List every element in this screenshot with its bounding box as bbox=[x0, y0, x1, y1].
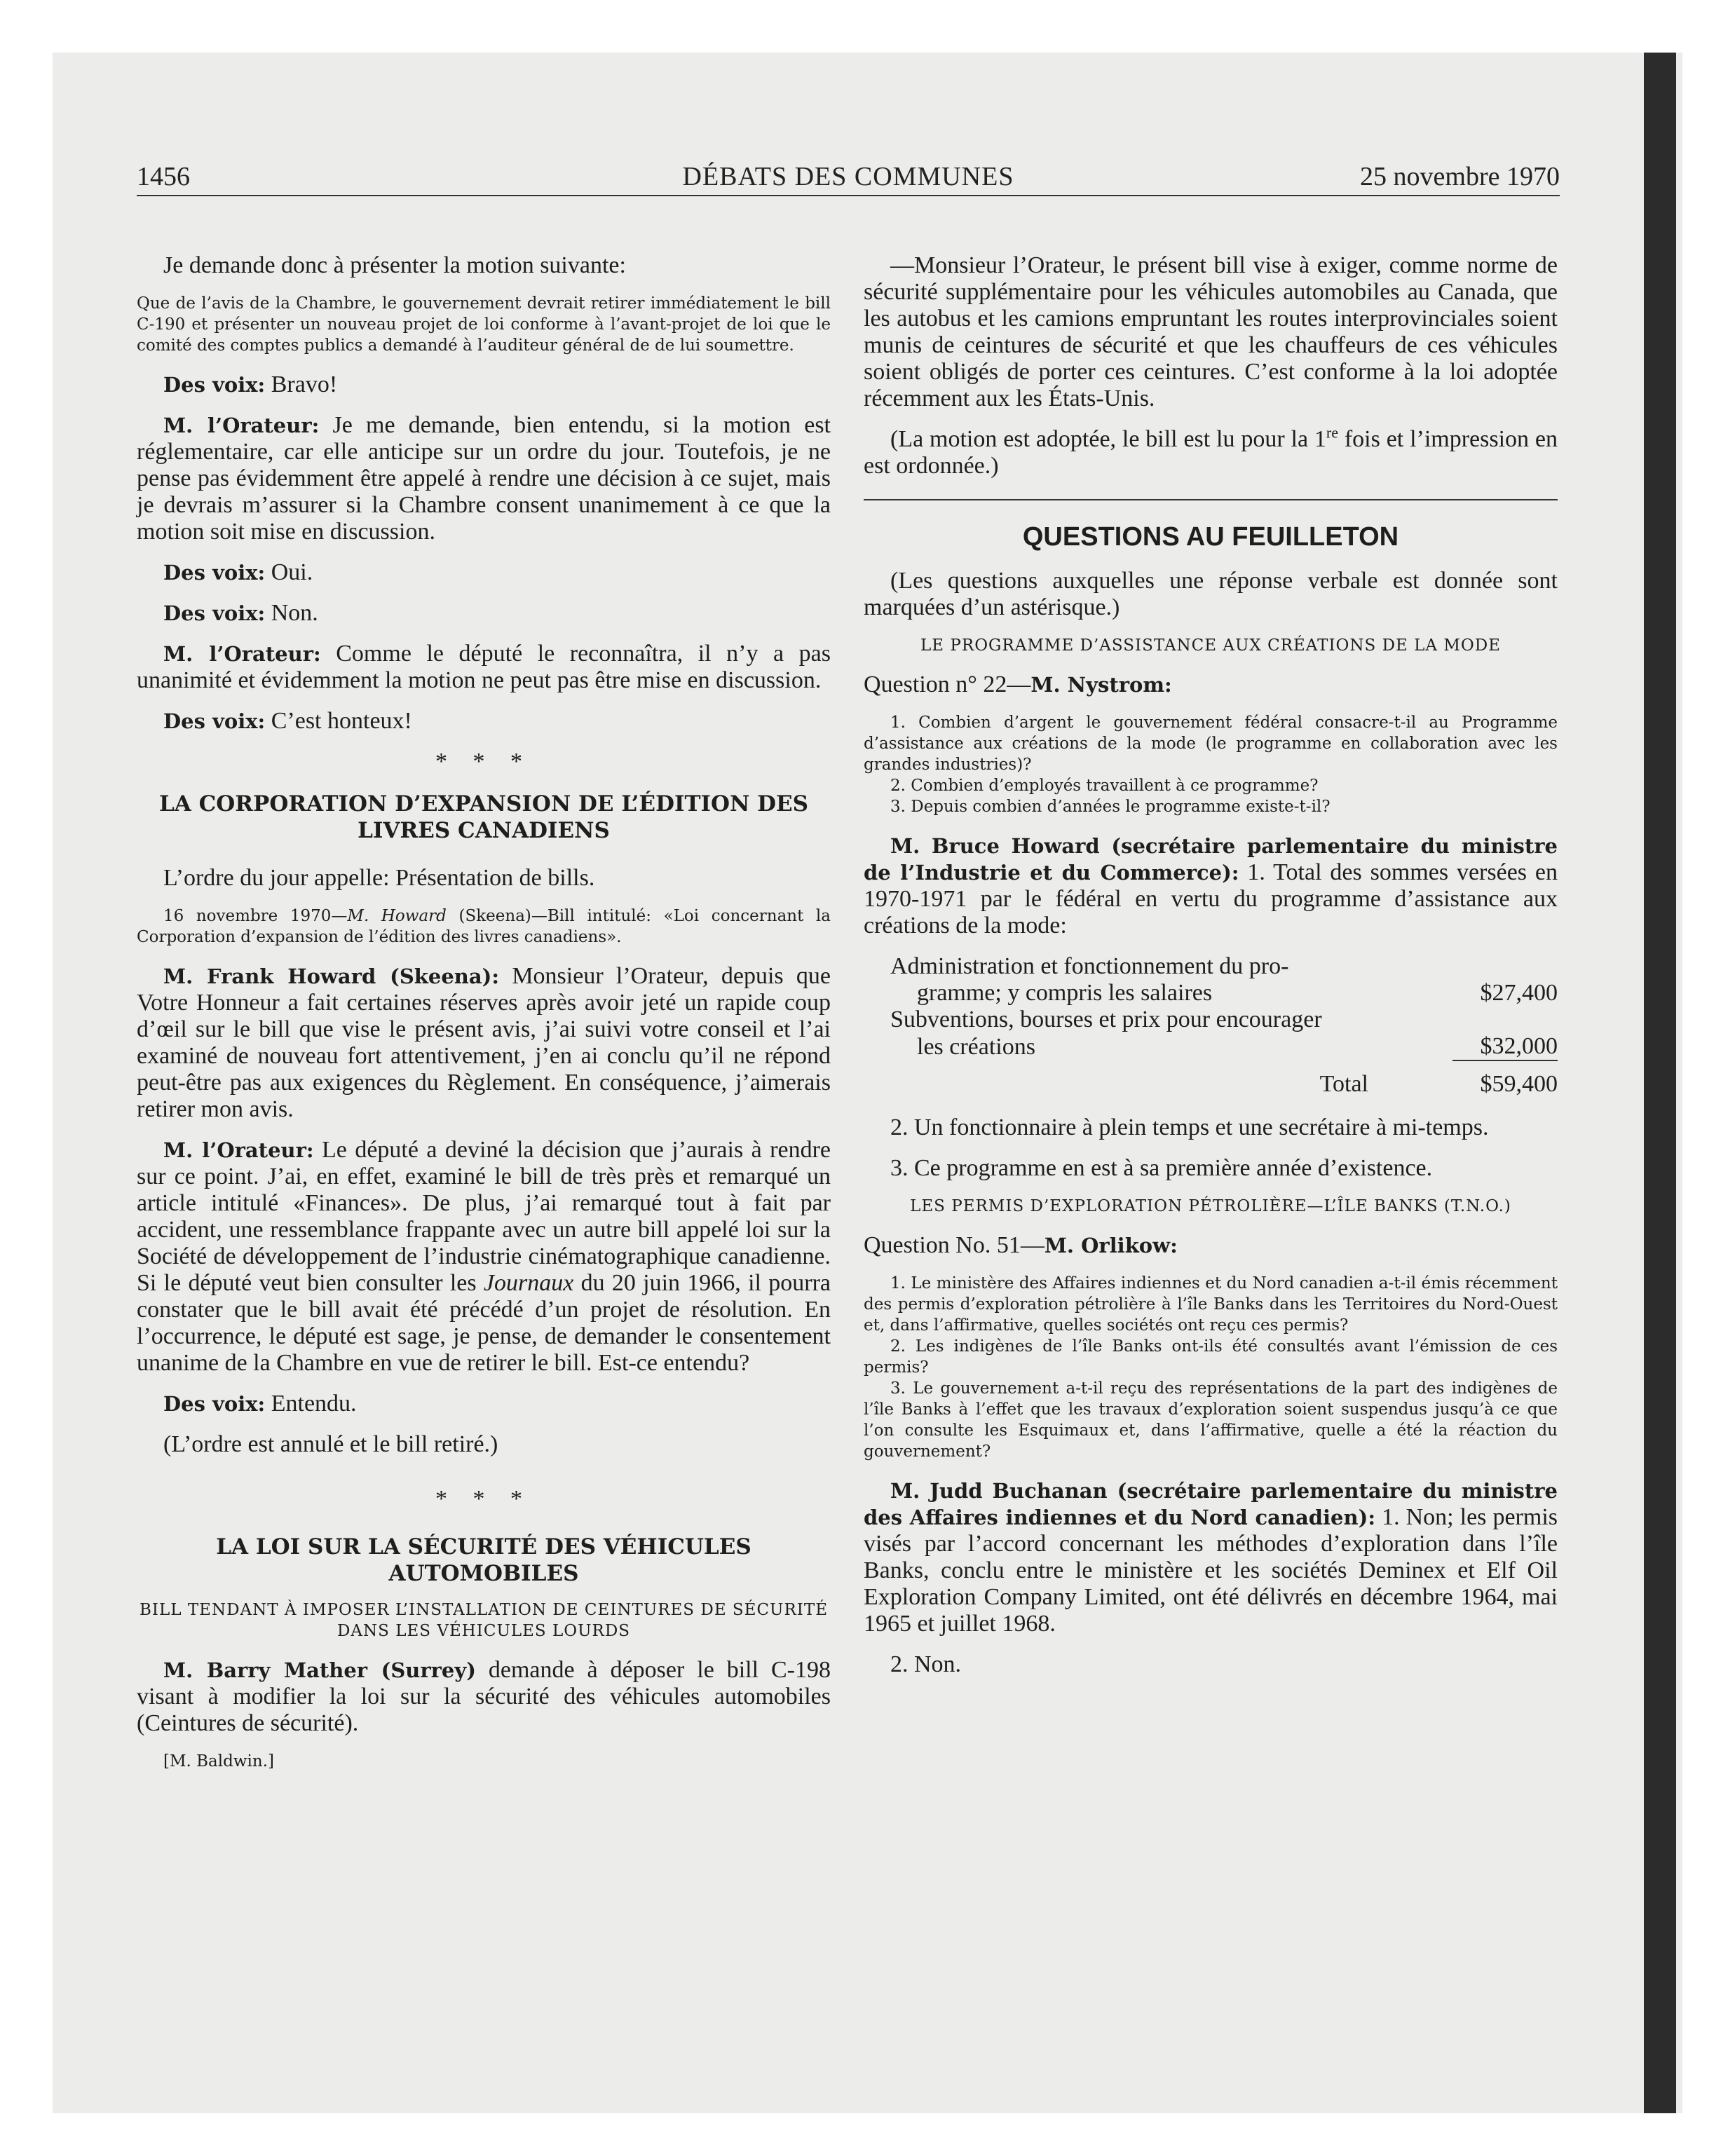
section-heading: LA CORPORATION D’EXPANSION DE L’ÉDITION DES LIVRES CANADIENS bbox=[158, 791, 809, 843]
paragraph bbox=[137, 963, 831, 1123]
speaker-name: Des voix: bbox=[163, 373, 266, 397]
table-row bbox=[864, 1033, 1558, 1060]
paragraph bbox=[864, 1478, 1558, 1637]
speaker-name: M. Orlikow: bbox=[1044, 1234, 1178, 1257]
paragraph bbox=[137, 412, 831, 545]
speech-text: Je me demande, bien entendu, si la motion est réglementaire, car elle anticipe sur un ordre du jour. Toutefois, je ne pense pas évidemment être appelé à rendre une décision à ce sujet, mais je devrais m’assurer si la Chambre consent unanimement à ce que la motion soit mise en discussion. bbox=[137, 412, 831, 545]
paragraph: Je demande donc à présenter la motion suivante: bbox=[163, 252, 626, 278]
table-cell: les créations bbox=[917, 1034, 1035, 1060]
paragraph: 2. Non. bbox=[890, 1651, 962, 1677]
page-header bbox=[137, 161, 1560, 196]
speech-italic: Journaux bbox=[483, 1270, 574, 1296]
table-cell: gramme; y compris les salaires bbox=[917, 980, 1213, 1006]
paragraph bbox=[137, 1137, 831, 1377]
speech-text: Entendu. bbox=[265, 1391, 357, 1417]
speech-text: du 20 juin 1966, il pourra constater que le bill avait été précédé d’un projet de résolution. En l’occurrence, le député est sage, je pense, de demander le consentement unanime de la Chambre en vue de retirer le bill. Est-ce entendu? bbox=[137, 1270, 831, 1376]
speaker-name: Des voix: bbox=[163, 1392, 266, 1416]
notice-text bbox=[137, 906, 831, 948]
table-amount: $32,000 bbox=[1480, 1033, 1558, 1059]
paragraph: (L’ordre est annulé et le bill retiré.) bbox=[163, 1431, 498, 1457]
speaker-name: Des voix: bbox=[163, 561, 266, 585]
speaker-name: M. Nystrom: bbox=[1030, 673, 1172, 697]
question-heading bbox=[864, 671, 1558, 698]
speech-text: Monsieur l’Orateur, depuis que Votre Honneur a fait certaines réserves après avoir jeté un rapide coup d’œil sur le bill que vise le présent avis, j’ai suivi votre conseil et l’ai examiné de nouveau fort attentivement, j’en ai conclu qu’il ne répond peut-être pas aux exigences du Règlement. En conséquence, j’aimerais retirer mon avis. bbox=[137, 963, 831, 1122]
speech-text: 1. Total des sommes versées en 1970-1971 par le fédéral en vertu du programme d’assistance aux créations de la mode: bbox=[864, 859, 1558, 939]
speaker-name: Des voix: bbox=[163, 601, 266, 625]
speech-text: 1. Non; les permis visés par l’accord concernant les méthodes d’exploration dans l’île Banks, conclu entre le ministère et les sociétés Deminex et Elf Oil Exploration Company Limited, ont été délivrés en décembre 1964, mai 1965 et juillet 1968. bbox=[864, 1504, 1558, 1637]
page-number: 1456 bbox=[137, 162, 190, 191]
paragraph bbox=[864, 423, 1558, 479]
paragraph bbox=[137, 1657, 831, 1737]
speaker-name: Des voix: bbox=[163, 709, 266, 733]
scan-edge-bar bbox=[1644, 53, 1676, 2113]
speech-text: Le député a deviné la décision que j’aurais à rendre sur ce point. J’ai, en effet, examiné le bill de très près et remarqué un article intitulé «Finances». De plus, j’ai remarqué tout à fait par accident, une ressemblance frappante avec un autre bill appelé loi sur la Société de développement de l’industrie cinématographique canadienne. Si le député veut bien consulter les bbox=[137, 1137, 831, 1296]
divider bbox=[864, 499, 1558, 500]
paragraph bbox=[137, 600, 831, 627]
paragraph-text: (La motion est adoptée, le bill est lu pour la 1 bbox=[890, 426, 1326, 452]
paragraph: L’ordre du jour appelle: Présentation de bills. bbox=[163, 865, 595, 891]
right-column bbox=[864, 252, 1558, 1692]
section-heading: QUESTIONS AU FEUILLETON bbox=[1022, 522, 1399, 552]
superscript: re bbox=[1326, 423, 1338, 442]
table-total-label: Total bbox=[1319, 1071, 1368, 1097]
paragraph bbox=[137, 641, 831, 694]
continuation-note: [M. Baldwin.] bbox=[163, 1752, 274, 1770]
question-item: 3. Le gouvernement a-t-il reçu des représentations de la part des indigènes de l’île Banks à l’effet que les travaux d’exploration soient suspendus jusqu’à ce que l’on consulte les Esquimaux et, dans l’affirmative, quelle a été la réaction du gouvernement? bbox=[864, 1379, 1558, 1461]
speaker-name: M. Judd Buchanan (secrétaire parlementaire du ministre des Affaires indiennes et du Nord canadien): bbox=[864, 1479, 1558, 1529]
question-subheading: LES PERMIS D’EXPLORATION PÉTROLIÈRE—L’ÎLE BANKS (T.N.O.) bbox=[910, 1197, 1511, 1215]
expenditure-table bbox=[864, 953, 1558, 1098]
notice-member: M. Howard bbox=[347, 907, 447, 925]
paragraph-text: fois et l’impression en est ordonnée.) bbox=[864, 426, 1558, 479]
motion-text: Que de l’avis de la Chambre, le gouvernement devrait retirer immédiatement le bill C-190 et présenter un nouveau projet de loi conforme à l’avant-projet de loi que le comité des comptes publics a demandé à l’auditeur général de de lui soumettre. bbox=[137, 294, 831, 355]
table-total-row bbox=[864, 1060, 1558, 1098]
question-item: 2. Les indigènes de l’île Banks ont-ils été consultés avant l’émission de ces permis? bbox=[864, 1337, 1558, 1377]
speech-text: Comme le député le reconnaîtra, il n’y a pas unanimité et évidemment la motion ne peut pas être mise en discussion. bbox=[137, 641, 831, 693]
question-label: Question No. 51— bbox=[864, 1232, 1045, 1258]
question-label: Question n° 22— bbox=[864, 671, 1031, 697]
issue-date: 25 novembre 1970 bbox=[1360, 162, 1560, 191]
speech-text: C’est honteux! bbox=[265, 708, 412, 734]
table-cell bbox=[1452, 953, 1558, 980]
section-separator: * * * bbox=[435, 749, 532, 775]
speaker-name: M. l’Orateur: bbox=[163, 414, 320, 437]
speech-text: Bravo! bbox=[265, 371, 338, 397]
table-row bbox=[864, 980, 1558, 1007]
question-subheading: LE PROGRAMME D’ASSISTANCE AUX CRÉATIONS DE LA MODE bbox=[920, 636, 1501, 655]
speaker-name: M. Bruce Howard (secrétaire parlementaire du ministre de l’Industrie et du Commerce): bbox=[864, 834, 1558, 885]
notice-date: 16 novembre 1970— bbox=[163, 907, 348, 925]
table-total-amount: $59,400 bbox=[1452, 1060, 1558, 1098]
question-item: 3. Depuis combien d’années le programme existe-t-il? bbox=[890, 798, 1331, 816]
paragraph bbox=[137, 708, 831, 735]
paragraph: 2. Un fonctionnaire à plein temps et une secrétaire à mi-temps. bbox=[890, 1114, 1489, 1140]
question-item: 1. Le ministère des Affaires indiennes et du Nord canadien a-t-il émis récemment des permis d’exploration pétrolière à l’île Banks dans les Territoires du Nord-Ouest et, dans l’affirmative, quelles sociétés ont reçu ces permis? bbox=[864, 1274, 1558, 1335]
question-items bbox=[864, 712, 1558, 817]
speaker-name: M. l’Orateur: bbox=[163, 642, 321, 666]
paragraph bbox=[137, 371, 831, 398]
table-amount: $27,400 bbox=[1480, 980, 1558, 1006]
left-column bbox=[137, 252, 831, 1787]
speaker-name: M. Barry Mather (Surrey) bbox=[163, 1658, 476, 1682]
speaker-name: M. l’Orateur: bbox=[163, 1138, 314, 1162]
paragraph: —Monsieur l’Orateur, le présent bill vise à exiger, comme norme de sécurité supplémentaire pour les véhicules automobiles au Canada, que les autobus et les camions empruntant les routes interprovinciales soient munis de ceintures de sécurité et que les chauffeurs de ces véhicules soient obligés de porter ces ceintures. C’est conforme à la loi adoptée récemment aux les États-Unis. bbox=[864, 252, 1558, 411]
speech-text: demande à déposer le bill C-198 visant à modifier la loi sur la sécurité des véhicules automobiles (Ceintures de sécurité). bbox=[137, 1657, 831, 1736]
table-cell: Subventions, bourses et prix pour encourager bbox=[890, 1007, 1322, 1032]
speech-text: Oui. bbox=[265, 559, 313, 585]
paragraph: (Les questions auxquelles une réponse verbale est donnée sont marquées d’un astérisque.) bbox=[864, 568, 1558, 620]
speech-text: Non. bbox=[265, 600, 318, 626]
paragraph bbox=[864, 833, 1558, 939]
speaker-name: M. Frank Howard (Skeena): bbox=[163, 964, 500, 988]
question-item: 1. Combien d’argent le gouvernement fédéral consacre-t-il au Programme d’assistance aux créations de la mode (le programme en collaboration avec les grandes industries)? bbox=[864, 714, 1558, 774]
question-heading bbox=[864, 1232, 1558, 1259]
paragraph: 3. Ce programme en est à sa première année d’existence. bbox=[890, 1155, 1433, 1181]
table-row bbox=[864, 953, 1558, 980]
publication-title: DÉBATS DES COMMUNES bbox=[682, 162, 1014, 191]
section-subheading: BILL TENDANT À IMPOSER L’INSTALLATION DE CEINTURES DE SÉCURITÉ DANS LES VÉHICULES LOURDS bbox=[140, 1601, 828, 1640]
section-separator: * * * bbox=[435, 1486, 532, 1512]
question-items bbox=[864, 1273, 1558, 1462]
paragraph bbox=[137, 1391, 831, 1417]
paragraph bbox=[137, 559, 831, 586]
notice-body: (Skeena)—Bill intitulé: «Loi concernant la Corporation d’expansion de l’édition des livres canadiens». bbox=[137, 907, 831, 946]
table-cell bbox=[1452, 1007, 1558, 1033]
table-cell: Administration et fonctionnement du pro- bbox=[890, 953, 1289, 979]
section-heading: LA LOI SUR LA SÉCURITÉ DES VÉHICULES AUTOMOBILES bbox=[216, 1534, 751, 1586]
question-item: 2. Combien d’employés travaillent à ce programme? bbox=[890, 777, 1319, 795]
table-row bbox=[864, 1007, 1558, 1033]
